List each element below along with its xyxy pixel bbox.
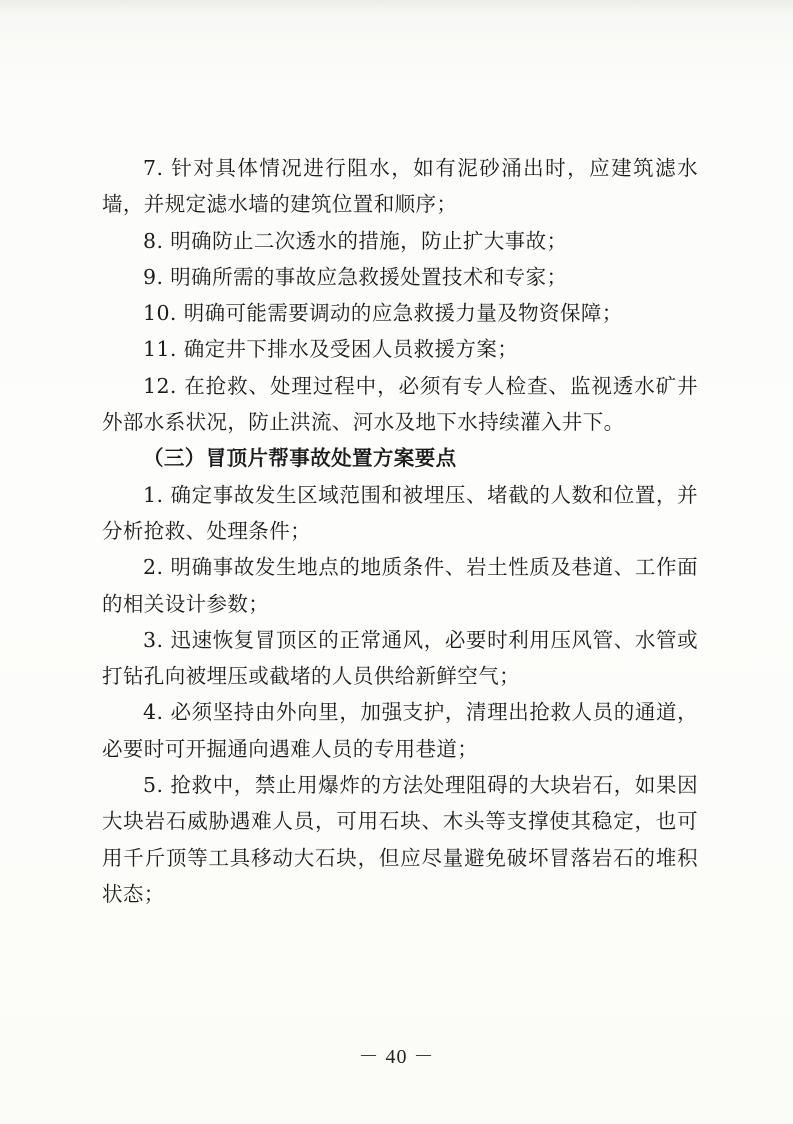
document-body — [102, 150, 698, 912]
scan-shadow — [0, 0, 793, 14]
paragraph-item-3: 3. 迅速恢复冒顶区的正常通风，必要时利用压风管、水管或打钻孔向被埋压或截堵的人员供给新鲜空气； — [102, 627, 698, 689]
paragraph-item-8: 8. 明确防止二次透水的措施，防止扩大事故； — [143, 228, 568, 253]
page-number: － 40 － — [358, 1046, 435, 1068]
paragraph-item-7: 7. 针对具体情况进行阻水，如有泥砂涌出时，应建筑滤水墙，并规定滤水墙的建筑位置和顺序； — [102, 156, 698, 217]
paragraph-item-2: 2. 明确事故发生地点的地质条件、岩土性质及巷道、工作面的相关设计参数； — [102, 555, 698, 616]
paragraph-item-12: 12. 在抢救、处理过程中，必须有专人检查、监视透水矿井外部水系状况，防止洪流、河水及地下水持续灌入井下。 — [102, 373, 698, 435]
paragraph-item-11: 11. 确定井下排水及受困人员救援方案； — [143, 337, 519, 362]
paragraph-item-5: 5. 抢救中，禁止用爆炸的方法处理阻碍的大块岩石，如果因大块岩石威胁遇难人员，可用石块、木头等支撑使其稳定，也可用千斤顶等工具移动大石块，但应尽量避免破坏冒落岩石的堆积状态； — [102, 773, 698, 906]
paragraph-item-9: 9. 明确所需的事故应急救援处置技术和专家； — [143, 264, 568, 289]
paragraph-item-4: 4. 必须坚持由外向里，加强支护，清理出抢救人员的通道，必要时可开掘通向遇难人员的专用巷道； — [102, 700, 698, 761]
paragraph-item-1: 1. 确定事故发生区域范围和被埋压、堵截的人数和位置，并分析抢救、处理条件； — [102, 482, 698, 543]
section-heading: （三）冒顶片帮事故处置方案要点 — [143, 446, 457, 471]
paragraph-item-10: 10. 明确可能需要调动的应急救援力量及物资保障； — [143, 301, 623, 326]
